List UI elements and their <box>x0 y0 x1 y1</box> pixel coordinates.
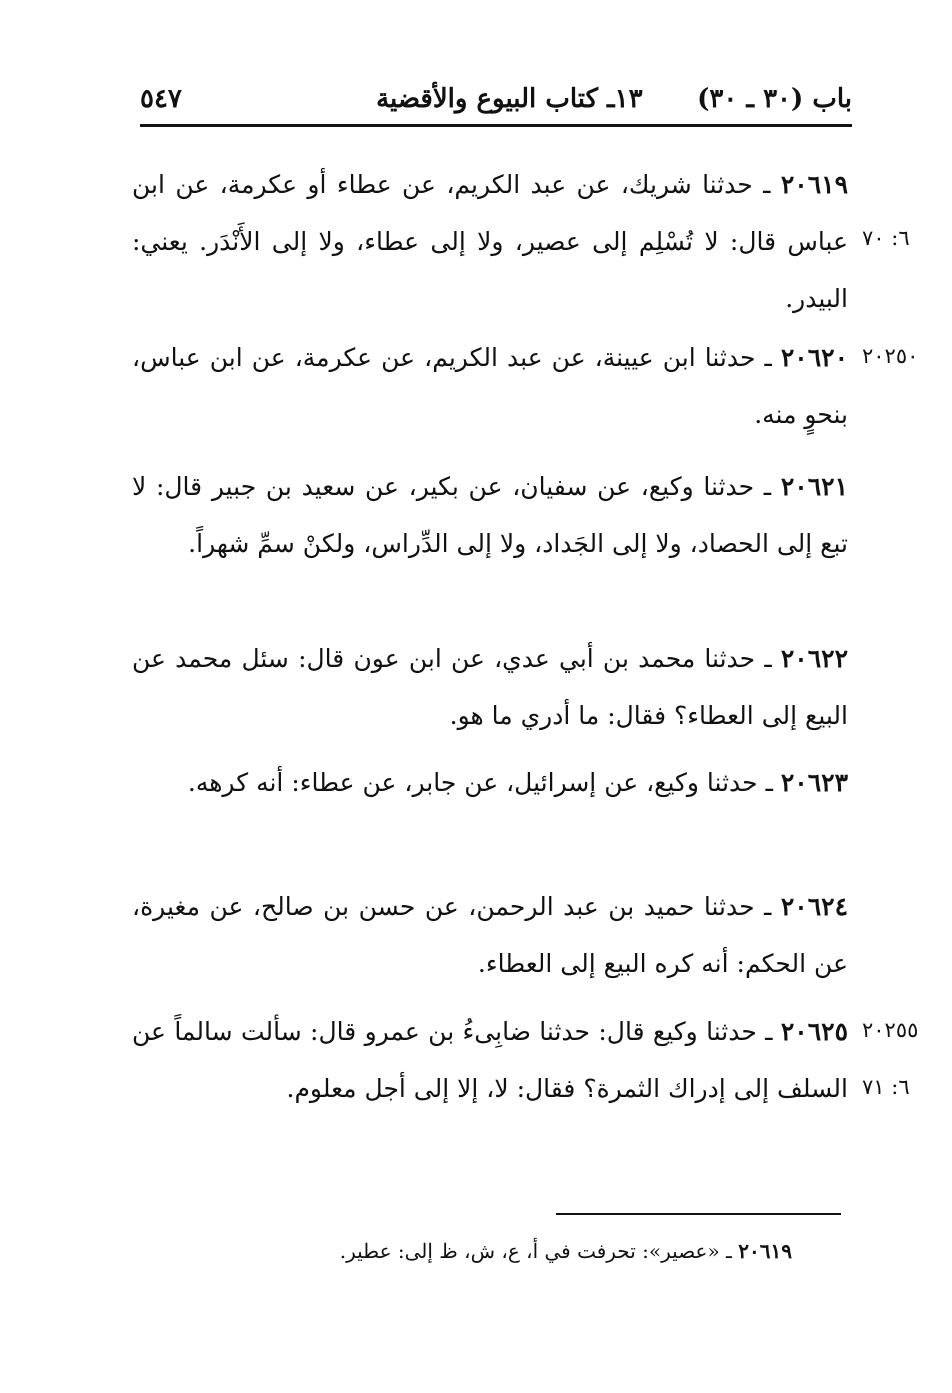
margin-ref: ٢٠٢٥٠ <box>862 344 919 368</box>
footnote-rule <box>556 1213 841 1215</box>
book-title: ١٣ـ كتاب البيوع والأقضية <box>376 84 643 114</box>
hadith-paragraph <box>132 754 848 811</box>
footnote-text: ـ «عصير»: تحرفت في أ، ع، ش، ظ إلى: عطير. <box>339 1239 739 1263</box>
footnote-number: ٢٠٦١٩ <box>738 1239 792 1263</box>
hadith-number: ٢٠٦٢٠ <box>780 343 848 372</box>
hadith-paragraph <box>132 156 848 327</box>
hadith-paragraph <box>132 630 848 744</box>
footnote <box>140 1234 792 1268</box>
hadith-text: ـ حدثنا محمد بن أبي عدي، عن ابن عون قال: سئل محمد عن البيع إلى العطاء؟ فقال: ما أدري ما هو. <box>132 644 848 730</box>
margin-ref: ٢٠٢٥٥ <box>862 1018 919 1042</box>
margin-ref: ٦: ٧١ <box>862 1075 910 1099</box>
hadith-text: ـ حدثنا وكيع، عن سفيان، عن بكير، عن سعيد بن جبير قال: لا تبع إلى الحصاد، ولا إلى الجَداد، ولا إلى الدِّراس، ولكنْ سمِّ شهراً. <box>132 472 848 558</box>
hadith-number: ٢٠٦٢١ <box>780 472 848 501</box>
running-header <box>140 80 852 122</box>
hadith-paragraph <box>132 458 848 572</box>
hadith-text: ـ حدثنا وكيع قال: حدثنا ضابِىءُ بن عمرو قال: سألت سالماً عن السلف إلى إدراك الثمرة؟ فقال: لا، إلا إلى أجل معلوم. <box>132 1017 848 1103</box>
page-number: ٥٤٧ <box>140 84 182 114</box>
hadith-number: ٢٠٦٢٢ <box>780 644 848 673</box>
hadith-number: ٢٠٦١٩ <box>780 170 848 199</box>
hadith-text: ـ حدثنا ابن عيينة، عن عبد الكريم، عن عكرمة، عن ابن عباس، بنحوٍ منه. <box>132 343 848 429</box>
hadith-paragraph <box>132 1003 848 1117</box>
header-rule <box>140 124 852 127</box>
hadith-number: ٢٠٦٢٤ <box>780 892 848 921</box>
hadith-number: ٢٠٦٢٥ <box>780 1017 848 1046</box>
hadith-text: ـ حدثنا شريك، عن عبد الكريم، عن عطاء أو عكرمة، عن ابن عباس قال: لا تُسْلِم إلى عصير، ولا إلى عطاء، ولا إلى الأَنْدَر. يعني: البيدر. <box>132 170 848 313</box>
hadith-number: ٢٠٦٢٣ <box>780 768 848 797</box>
margin-ref: ٦: ٧٠ <box>862 226 910 250</box>
hadith-paragraph <box>132 329 848 443</box>
hadith-text: ـ حدثنا وكيع، عن إسرائيل، عن جابر، عن عطاء: أنه كرهه. <box>187 768 781 797</box>
hadith-paragraph <box>132 878 848 992</box>
hadith-text: ـ حدثنا حميد بن عبد الرحمن، عن حسن بن صالح، عن مغيرة، عن الحكم: أنه كره البيع إلى العطاء. <box>132 892 848 978</box>
chapter-section: باب (٣٠ ـ ٣٠) <box>697 84 852 114</box>
